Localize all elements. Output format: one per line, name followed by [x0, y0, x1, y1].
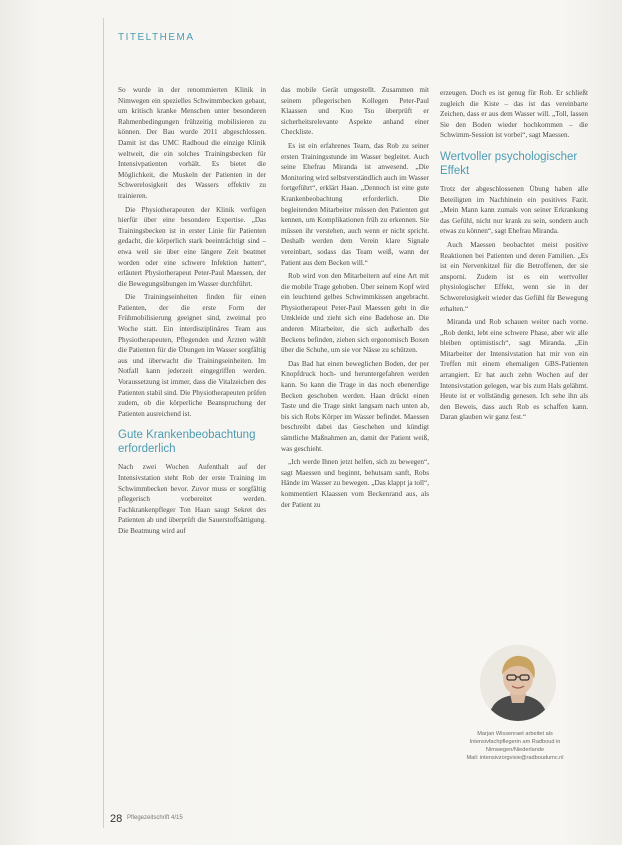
page-number: 28 [110, 813, 123, 825]
author-caption [430, 730, 600, 762]
section-label: TITELTHEMA [118, 32, 195, 43]
paragraph: „Ich werde Ihnen jetzt helfen, sich zu bewegen“, sagt Maessen und beginnt, behutsam sanft, Robs Hände im Wasser zu bewegen. „Das klappt ja toll“, kommentiert Klaassen vom Beckenrand aus, als der Patient zu [281, 458, 429, 509]
author-portrait [480, 645, 556, 721]
column-2 [281, 85, 429, 513]
paragraph: erzeugen. Doch es ist genug für Rob. Er schließt zugleich die Kiste – das ist das vereinbarte Zeichen, dass er aus dem Wasser will. „Toll, lassen Sie den Boden wieder hochkommen – die Schwimm-Session ist vorbei“, sagt Maessen. [440, 89, 588, 140]
subheading: Wertvoller psychologischer Effekt [440, 150, 578, 177]
magazine-name: Pflegezeitschrift 4/15 [127, 815, 183, 821]
paragraph: Rob wird von den Mitarbeitern auf eine Art mit die mobile Trage gehoben. Über seinem Kopf wird ein leuchtend gelbes Schwimmkissen angebracht. Physiotherapeut Peter-Paul Maessen geht in die Umkleide und zieht sich eine Badehose an. Die anderen Mitarbeiter, die sich außerhalb des Beckens befinden, ziehen sich ergonomisch Boxen über die Schuhe, um sie vor Nässe zu schützen. [281, 272, 429, 355]
paragraph: Miranda und Rob schauen weiter nach vorne. „Rob denkt, lebt eine schwere Phase, aber wir alle bleiben optimistisch“, sagt Miranda. „Ein Mitarbeiter der Intensivstation hat mir von ein Treffen mit einem ehemaligen GBS-Patienten arrangiert. Er hat auch zehn Wochen auf der Intensivstation gelegen, war bis zum Hals gelähmt. Heute ist er vollständig genesen. Ich sehe ihn als den Beweis, dass auch Rob es schaffen kann. Daran glauben wir ganz fest.“ [440, 318, 588, 422]
caption-line: Nimwegen/Niederlande [485, 747, 545, 753]
subheading: Gute Krankenbeobachtung erforderlich [118, 429, 256, 456]
paragraph: das mobile Gerät umgestellt. Zusammen mit seinem pflegerischen Kollegen Peter-Paul Klaassen und Kuo Tsu überprüft er sicherheitsrelevante Aspekte anhand einer Checkliste. [281, 86, 429, 137]
caption-line: Mail: intensivzorgvisie@radboudumc.nl [466, 755, 564, 761]
paragraph: Das Bad hat einen beweglichen Boden, der per Knopfdruck hoch- und heruntergefahren werden kann. So kann die Trage in das noch ebenerdige Becken geschoben werden. Haan drückt einen Taste und die Trage sinkt langsam nach unten ab, bis sich Robs Körper im Wasser befindet. Maessen beschreibt dabei das Geschehen und kündigt sämtliche Maßnahmen an, damit der Patient weiß, was geschieht. [281, 359, 429, 453]
column-1 [118, 85, 266, 540]
paragraph: Es ist ein erfahrenes Team, das Rob zu seiner ersten Trainingsstunde im Wasser begleitet. Auch seine Ehefrau Miranda ist anwesend. „Die Monitoring wird selbstverständlich auch im Wasser fortgeführt“, erklärt Haan. „Dennoch ist eine gute Krankenbeobachtung erforderlich. Die begleitenden Mitarbeiter müssen den Patienten gut kennen, um Komplikationen früh zu erkennen. Sie müssen ihr verstehen, auch wenn er nicht spricht. Deshalb werden dem Verein klare Signale vereinbart, sodass das Team weiß, wann der Patient aus dem Becken will.“ [281, 141, 430, 267]
paragraph: Die Physiotherapeuten der Klinik verfügen hierfür über eine besondere Expertise. „Das Trainingsbecken ist in erster Linie für Patienten gedacht, die körperlich stark beeinträchtigt sind – etwa weil sie über eine längere Zeit beatmet worden oder eine schwere Infektion hatten“, erläutert Physiotherapeut Peter-Paul Maessen, der die Bewegungsübungen im Wasser durchführt. [118, 205, 266, 288]
paragraph: Die Trainingseinheiten finden für einen Patienten, der die erste Form der Frühmobilisierung geeignet sind, zweimal pro Woche statt. Ein interdisziplinäres Team aus Physiotherapeuten, Pflegenden und Ärzten wählt die Patienten für die Übungen im Wasser sorgfältig aus und überwacht die Trainingseinheiten. Im Notfall kann jederzeit eingegriffen werden. Voraussetzung ist immer, dass die Vitalzeichen des Patienten stabil sind. Die Physiotherapeuten prüfen zudem, ob die körperliche Beanspruchung der Patienten ausreichend ist. [118, 293, 266, 418]
paragraph: Nach zwei Wochen Aufenthalt auf der Intensivstation steht Rob der erste Training im Schwimmbecken bevor. Zuvor muss er sorgfältig pflegerisch vorbereitet werden. Fachkrankenpfleger Ton Haan saugt Sekret des Patienten ab und überprüft die Sauerstoffsättigung. Die Beatmung wird auf [118, 463, 266, 535]
margin-rule [103, 18, 104, 828]
paragraph: Auch Maessen beobachtet meist positive Reaktionen bei Patienten und deren Familien. „Es ist ein Nervenkitzel für die Betroffenen, der sie ansporni. Zudem ist es ein wertvoller physiologischer Effekt, wenn sie in der Schwerelosigkeit wieder das Gefühl für Bewegung erhalten.“ [440, 240, 588, 313]
paragraph: So wurde in der renommierten Klinik in Nimwegen ein spezielles Schwimmbecken gebaut, um kritisch kranke Menschen unter besonderen Rahmenbedingungen frühzeitig mobilisieren zu können. Der Bau wurde 2011 abgeschlossen. Damit ist das UMC Radboud die einzige Klinik weltweit, die ein solches Trainingsbecken für Intensivpatienten vorhält. Es bietet die Möglichkeit, die Muskeln der Patienten in der Schwerelosigkeit des Wassers effektiv zu trainieren. [118, 86, 266, 200]
column-3 [440, 88, 588, 426]
caption-line: Marjan Wissenraet arbeitet als [477, 731, 553, 737]
paragraph: Trotz der abgeschlossenen Übung haben alle Beteiligten im Nachhinein ein positives Fazit. „Mein Mann kann zumals von seiner Erkrankung das Gefühl, nicht nur krank zu sein, sondern auch etwas zu können“, sagt Ehefrau Miranda. [440, 184, 588, 236]
author-photo-icon [480, 645, 556, 721]
caption-line: Intensivfachpflegerin am Radboud in [469, 739, 561, 745]
